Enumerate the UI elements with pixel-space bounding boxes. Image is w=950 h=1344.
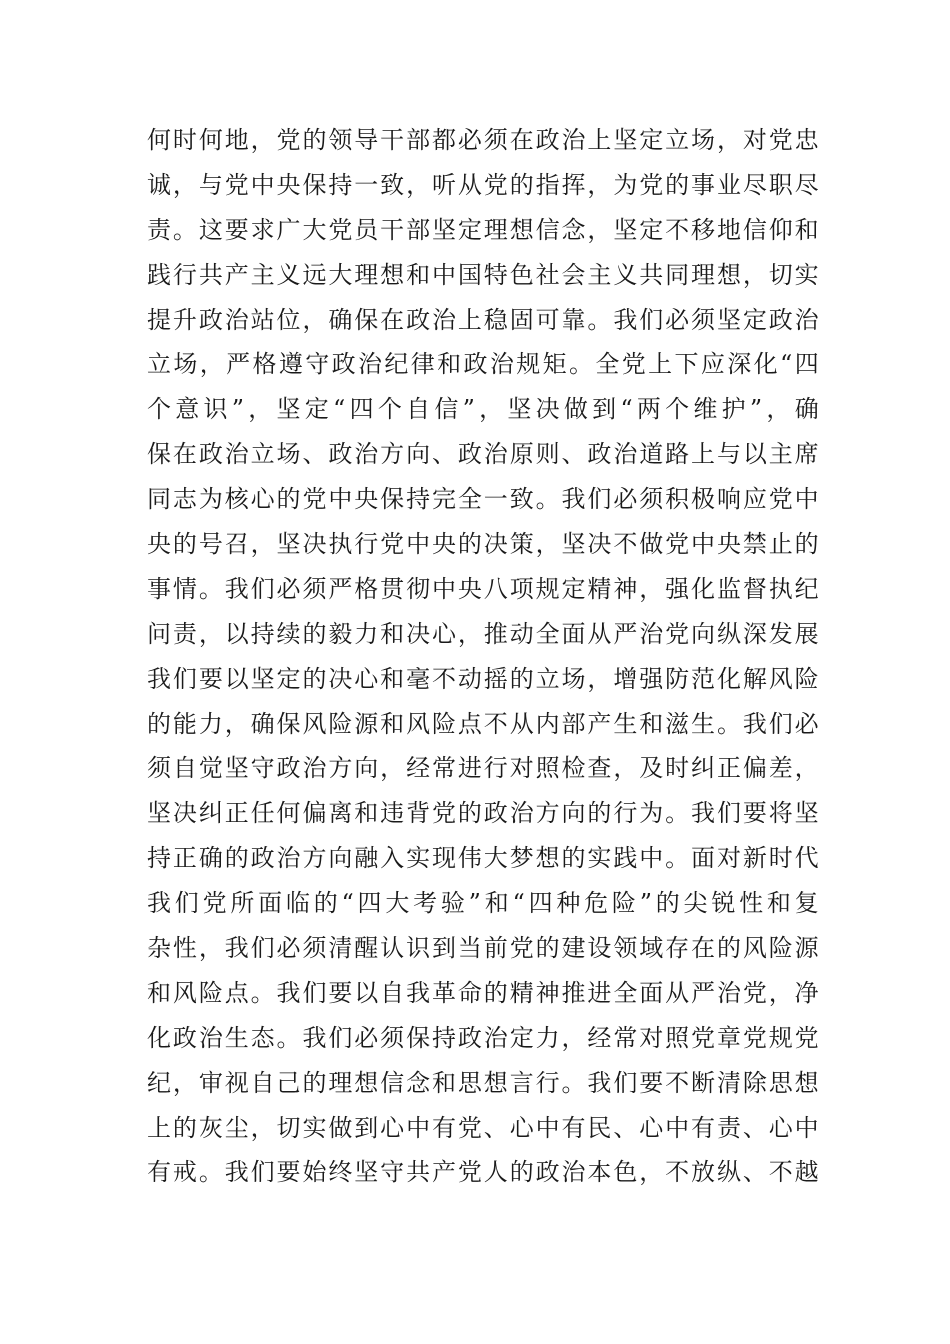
- text-line: 保在政治立场、政治方向、政治原则、政治道路上与以主席: [147, 440, 819, 469]
- text-line: 持正确的政治方向融入实现伟大梦想的实践中。面对新时代: [147, 844, 819, 873]
- text-line: 杂性，我们必须清醒认识到当前党的建设领域存在的风险源: [147, 934, 819, 963]
- text-line: 和风险点。我们要以自我革命的精神推进全面从严治党，净: [147, 978, 819, 1007]
- text-line: 提升政治站位，确保在政治上稳固可靠。我们必须坚定政治: [147, 305, 819, 334]
- text-line: 我们要以坚定的决心和毫不动摇的立场，增强防范化解风险: [147, 664, 819, 693]
- text-line: 践行共产主义远大理想和中国特色社会主义共同理想，切实: [147, 260, 819, 289]
- text-line: 上的灰尘，切实做到心中有党、心中有民、心中有责、心中: [147, 1113, 819, 1142]
- text-line: 问责，以持续的毅力和决心，推动全面从严治党向纵深发展: [147, 619, 819, 648]
- text-line: 化政治生态。我们必须保持政治定力，经常对照党章党规党: [147, 1023, 819, 1052]
- text-line: 有戒。我们要始终坚守共产党人的政治本色，不放纵、不越: [147, 1158, 819, 1187]
- text-line: 何时何地，党的领导干部都必须在政治上坚定立场，对党忠: [147, 126, 819, 154]
- text-line: 责。这要求广大党员干部坚定理想信念，坚定不移地信仰和: [147, 215, 819, 244]
- text-line: 坚决纠正任何偏离和违背党的政治方向的行为。我们要将坚: [147, 799, 819, 828]
- text-line: 须自觉坚守政治方向，经常进行对照检查，及时纠正偏差，: [147, 754, 819, 783]
- text-line: 纪，审视自己的理想信念和思想言行。我们要不断清除思想: [147, 1068, 819, 1097]
- text-line: 个意识”，坚定“四个自信”，坚决做到“两个维护”，确: [147, 395, 819, 424]
- text-line: 立场，严格遵守政治纪律和政治规矩。全党上下应深化“四: [147, 350, 819, 379]
- body-text: [147, 118, 819, 1195]
- text-line: 我们党所面临的“四大考验”和“四种危险”的尖锐性和复: [147, 889, 819, 918]
- text-line: 央的号召，坚决执行党中央的决策，坚决不做党中央禁止的: [147, 530, 819, 559]
- text-line: 同志为核心的党中央保持完全一致。我们必须积极响应党中: [147, 485, 819, 514]
- text-line: 诚，与党中央保持一致，听从党的指挥，为党的事业尽职尽: [147, 170, 819, 199]
- text-line: 事情。我们必须严格贯彻中央八项规定精神，强化监督执纪: [147, 574, 819, 603]
- text-line: 的能力，确保风险源和风险点不从内部产生和滋生。我们必: [147, 709, 819, 738]
